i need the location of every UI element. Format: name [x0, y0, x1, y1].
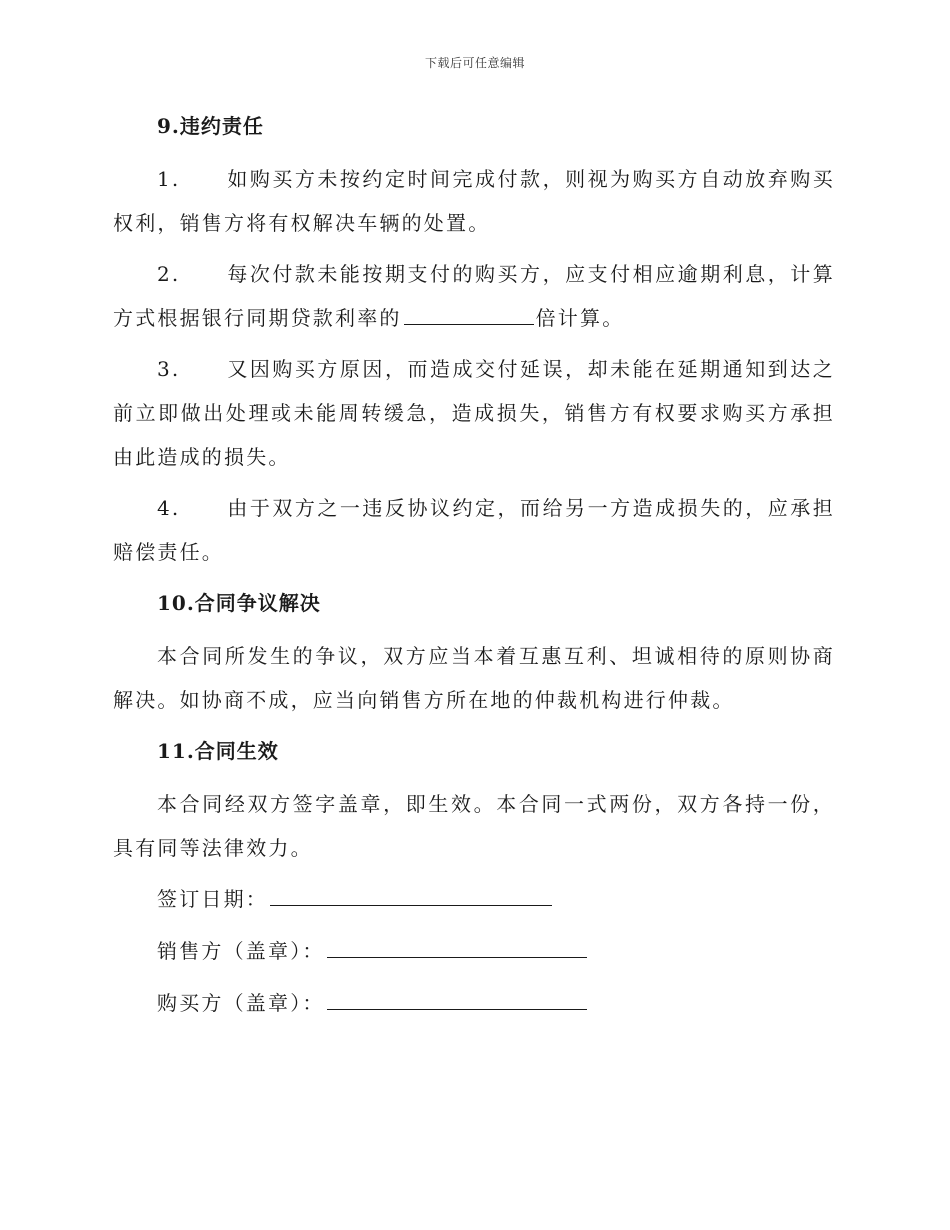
item-number: 3. [157, 357, 181, 381]
signing-date-label: 签订日期： [157, 887, 268, 911]
item-number: 4. [157, 496, 181, 520]
buyer-seal-line [113, 981, 835, 1025]
section-10-text: 本合同所发生的争议，双方应当本着互惠互利、坦诚相待的原则协商解决。如协商不成，应当向销售方所在地的仲裁机构进行仲裁。 [113, 644, 835, 712]
section-11-title: 11.合同生效 [157, 739, 279, 763]
item-text: 又因购买方原因，而造成交付延误，却未能在延期通知到达之前立即做出处理或未能周转缓急，造成损失，销售方有权要求购买方承担由此造成的损失。 [113, 357, 835, 469]
item-number: 1. [157, 167, 181, 191]
buyer-seal-blank [327, 985, 587, 1010]
item-text: 由于双方之一违反协议约定，而给另一方造成损失的，应承担赔偿责任。 [113, 496, 835, 564]
buyer-seal-label: 购买方（盖章）： [157, 991, 325, 1015]
document-body [113, 104, 835, 1033]
page-header: 下载后可任意编辑 [424, 56, 525, 70]
section-11-text: 本合同经双方签字盖章，即生效。本合同一式两份，双方各持一份，具有同等法律效力。 [113, 792, 835, 860]
item-text: 每次付款未能按期支付的购买方，应支付相应逾期利息，计算方式根据银行同期贷款利率的 [113, 262, 835, 330]
item-text-end: 倍计算。 [535, 306, 625, 330]
section-10-title: 10.合同争议解决 [157, 591, 321, 615]
section-9-item-2 [113, 252, 835, 340]
section-9-item-4 [113, 486, 835, 574]
section-9-title: 9.违约责任 [157, 114, 264, 138]
seller-seal-blank [327, 933, 587, 958]
seller-seal-line [113, 929, 835, 973]
section-9-item-3 [113, 347, 835, 479]
signing-date-line [113, 877, 835, 921]
section-9-item-1 [113, 157, 835, 245]
multiplier-blank [404, 300, 534, 325]
item-text: 如购买方未按约定时间完成付款，则视为购买方自动放弃购买权利，销售方将有权解决车辆的处置。 [113, 167, 835, 235]
signing-date-blank [270, 881, 552, 906]
item-number: 2. [157, 262, 181, 286]
seller-seal-label: 销售方（盖章）： [157, 939, 325, 963]
